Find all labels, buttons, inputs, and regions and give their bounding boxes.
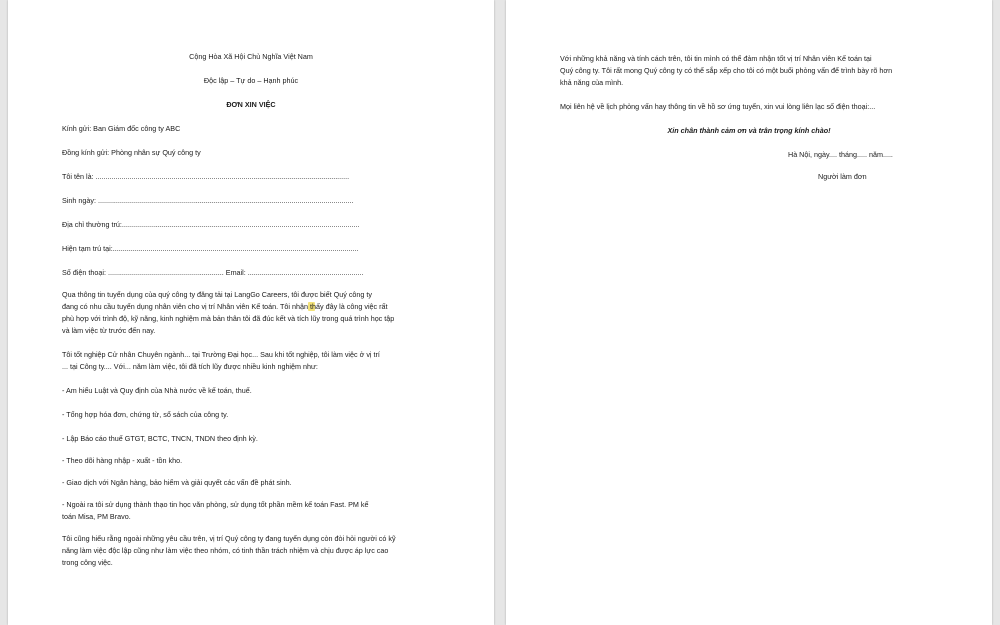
- recipient-line: Kính gửi: Ban Giám đốc công ty ABC: [62, 124, 181, 133]
- signer-label: Người làm đơn: [818, 172, 867, 181]
- document-page-2[interactable]: [506, 0, 992, 625]
- paragraph-line: khả năng của mình.: [560, 78, 624, 87]
- name-field-line: Tôi tên là: ...............................................................................................................................: [62, 172, 350, 181]
- paragraph-line: Với những khả năng và tính cách trên, tôi tin mình có thể đảm nhận tốt vị trí Nhân viên Kế toán tại: [560, 54, 872, 63]
- phone-email-field-line: Số điện thoại: .......................................................... Email: ..........................................................: [62, 268, 364, 277]
- paragraph-line: Tôi tốt nghiệp Cử nhân Chuyên ngành... tại Trường Đại học... Sau khi tốt nghiệp, tôi làm việc ở vị trí: [62, 350, 380, 359]
- list-item: - Ngoài ra tôi sử dụng thành thạo tin học văn phòng, sử dụng tốt phần mềm kế toán Fast. PM kế: [62, 500, 369, 509]
- motto-heading: Độc lập – Tự do – Hạnh phúc: [203, 76, 299, 85]
- current-address-field-line: Hiện tạm trú tại:...........................................................................................................................: [62, 244, 359, 253]
- date-line: Hà Nội, ngày.... tháng..... năm.....: [788, 150, 893, 159]
- paragraph-line: và làm việc từ trước đến nay.: [62, 326, 156, 335]
- national-heading: Cộng Hòa Xã Hội Chủ Nghĩa Việt Nam: [189, 52, 313, 61]
- closing-thanks: Xin chân thành cảm ơn và trân trọng kính chào!: [667, 126, 831, 135]
- paragraph-line: Tôi cũng hiểu rằng ngoài những yêu cầu trên, vị trí Quý công ty đang tuyển dụng còn đòi hỏi người có kỹ: [62, 534, 396, 543]
- cc-recipient-line: Đồng kính gửi: Phòng nhân sự Quý công ty: [62, 148, 201, 157]
- list-item: - Tổng hợp hóa đơn, chứng từ, sổ sách của công ty.: [62, 410, 229, 419]
- document-title: ĐƠN XIN VIỆC: [226, 100, 276, 109]
- list-item: - Giao dịch với Ngân hàng, bảo hiểm và giải quyết các vấn đề phát sinh.: [62, 478, 292, 487]
- address-field-line: Địa chỉ thường trú:.......................................................................................................................: [62, 220, 360, 229]
- paragraph-line: trong công việc.: [62, 558, 113, 567]
- list-item: - Am hiểu Luật và Quy định của Nhà nước về kế toán, thuế.: [62, 386, 252, 395]
- paragraph-line: Qua thông tin tuyển dụng của quý công ty đăng tải tại LangGo Careers, tôi được biết Quý công ty: [62, 290, 372, 299]
- paragraph-line: phù hợp với trình độ, kỹ năng, kinh nghiệm mà bản thân tôi đã đúc kết và tích lũy trong quá trình học tập: [62, 314, 395, 323]
- paragraph-line: năng làm việc độc lập cũng như làm việc theo nhóm, có tinh thần trách nhiệm và chịu được áp lực cao: [62, 546, 389, 555]
- document-page-1[interactable]: [8, 0, 494, 625]
- list-item: toán Misa, PM Bravo.: [62, 512, 131, 521]
- paragraph-line: ... tại Công ty.... Với... năm làm việc, tôi đã tích lũy được nhiều kinh nghiệm như:: [62, 362, 318, 371]
- paragraph-line: đang có nhu cầu tuyển dụng nhân viên cho vị trí Nhân viên Kế toán. Tôi nhận thấy đây là công việc rất: [62, 302, 388, 311]
- paragraph-line: Mọi liên hệ về lịch phỏng vấn hay thông tin về hồ sơ ứng tuyển, xin vui lòng liên lạc số điện thoại:...: [560, 102, 876, 111]
- list-item: - Theo dõi hàng nhập - xuất - tồn kho.: [62, 456, 183, 465]
- list-item: - Lập Báo cáo thuế GTGT, BCTC, TNCN, TNDN theo định kỳ.: [62, 434, 258, 443]
- paragraph-line: Quý công ty. Tôi rất mong Quý công ty có thể sắp xếp cho tôi có một buổi phỏng vấn để trình bày rõ hơn: [560, 66, 893, 75]
- dob-field-line: Sinh ngày: ................................................................................................................................: [62, 196, 354, 205]
